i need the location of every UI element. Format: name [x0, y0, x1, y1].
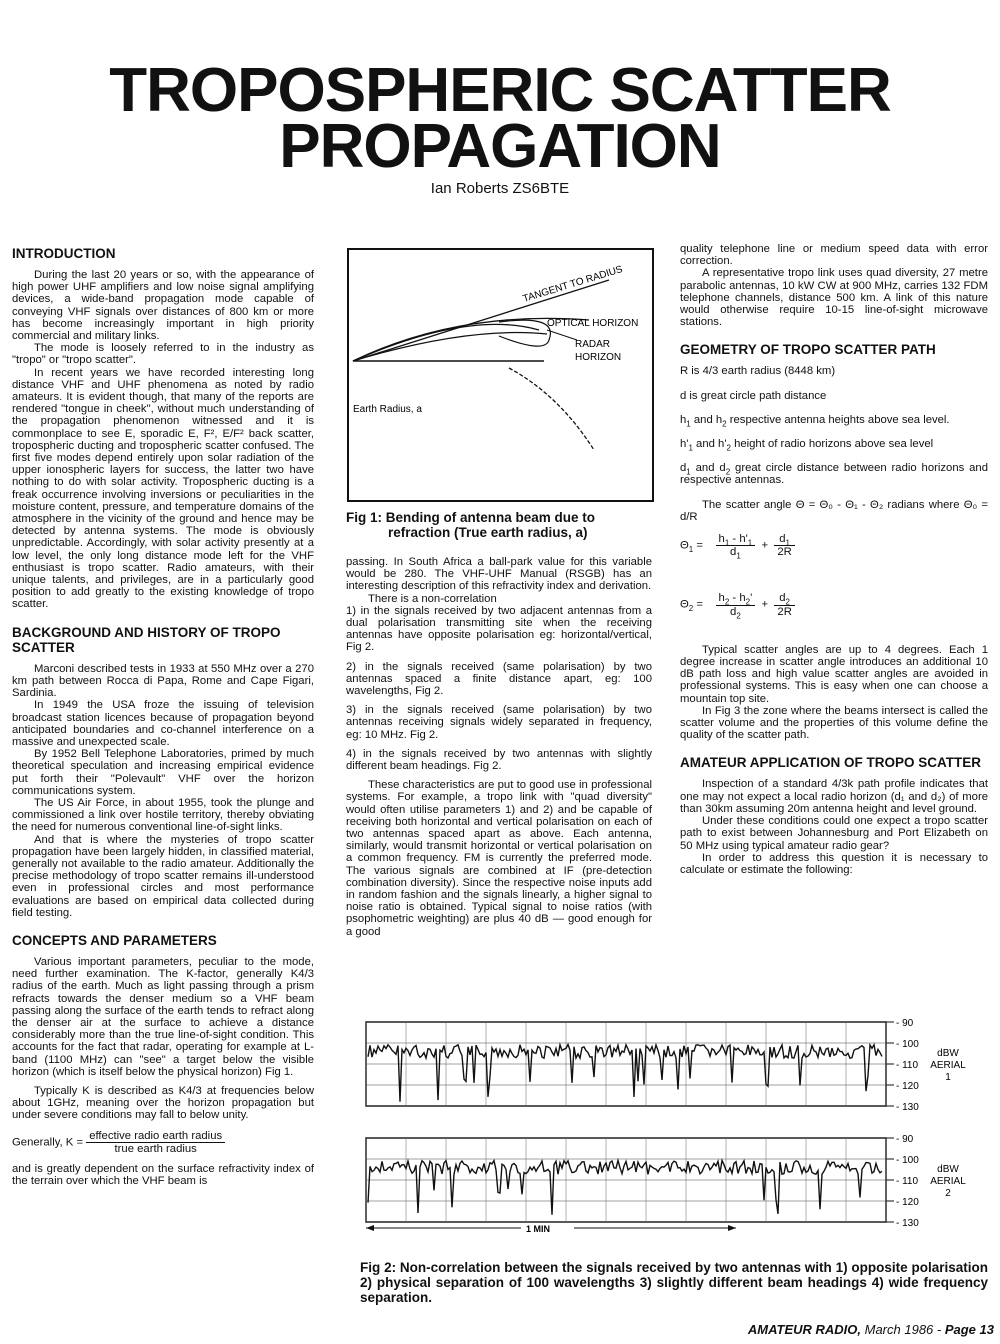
formula-label: Generally, K =	[12, 1136, 84, 1149]
tick-label: - 120	[896, 1197, 919, 1208]
formula-fraction	[86, 1130, 225, 1155]
background-paragraph: Marconi described tests in 1933 at 550 MHz over a 270 km path between Rocca di Papa, Rome and Cape Figari, Sardinia.	[12, 662, 314, 700]
k-factor-formula	[12, 1130, 314, 1155]
theta2-formula: $\Theta_2$ = $\frac{h_2 - h_2'}{d_2}$ + $\frac{d_2}{2R}$	[680, 592, 988, 617]
page-footer	[700, 1322, 994, 1337]
beam-upper	[353, 324, 539, 361]
label-optical-horizon: OPTICAL HORIZON	[547, 318, 639, 329]
geometry-paragraph: Typical scatter angles are up to 4 degrees. Each 1 degree increase in scatter angle introduces an additional 10 dB path loss and high value scatter angles are avoided in professional systems. This is easy when one can choose a mountain top site.	[680, 643, 988, 705]
col3-paragraph: quality telephone line or medium speed data with error correction.	[680, 243, 988, 268]
author-byline: Ian Roberts ZS6BTE	[430, 180, 570, 197]
geometry-def-heights: $h_1$ and $h_2$ respective antenna heights above sea level.	[680, 413, 950, 429]
arrowhead-left	[366, 1225, 374, 1231]
concepts-paragraph: Various important parameters, peculiar to the mode, need further examination. The K-factor, generally K4/3 radius of the earth. Much as light passing through a prism refracts towards the denser medium so a VHF beam passing along the surface of the earth tends to refract along the denser air at the surface to achieve a distance considerably more than the true line-of-sight condition. This accounts for the fact that radar, operating for example at L-band (1100 MHz) can "see" a target below the visible horizon (which is itself below the physical horizon) Fig 1.	[12, 955, 314, 1078]
intro-paragraph: During the last 20 years or so, with the appearance of high power UHF amplifiers and low noise signal amplifying devices, a wide-band propagation mode capable of conveying VHF signals over distances of 800 km or more has become increasingly important in high priority commercial and military links.	[12, 269, 314, 343]
heading-background: BACKGROUND AND HISTORY OF TROPO SCATTER	[12, 624, 281, 655]
background-paragraph: And that is where the mysteries of tropo scatter propagation have been largely hidden, in classified material, generally not available to the radio amateur. Additionally the precise methodology of tropo scatter remains ill-understood even in professional circles and most performance evaluations are based on empirical data collected during field testing.	[12, 833, 314, 919]
geometry-paragraph: In Fig 3 the zone where the beams intersect is called the scatter volume and the properties of this volume define the quality of the scatter path.	[680, 704, 988, 742]
amateur-paragraph: In order to address this question it is necessary to calculate or estimate the following:	[680, 851, 988, 876]
heading-geometry: GEOMETRY OF TROPO SCATTER PATH	[680, 342, 936, 358]
aerial-label: AERIAL	[930, 1176, 966, 1187]
label-radar: RADAR	[575, 339, 611, 350]
arrowhead-right	[728, 1225, 736, 1231]
aerial2-panel	[366, 1134, 966, 1229]
footer-page: Page 13	[944, 1322, 994, 1337]
aerial1-panel	[366, 1018, 966, 1113]
tick-label: - 130	[896, 1102, 919, 1113]
geometry-def: d is great circle path distance	[680, 389, 827, 402]
unit-label: dBW	[937, 1164, 959, 1175]
signal-trace	[368, 1045, 882, 1102]
col2-paragraph: These characteristics are put to good use in professional systems. For example, a tropo link with "quad diversity" would often utilise parameters 1) and 2) and be capable of receiving both horizontal and vertical polarisation on each of two antennas spaced apart as above. Each antenna, similarly, would transmit horizontal or vertical polarisation on a common frequency. FM is currently the preferred mode. The various signals are combined at IF (pre-detection combination diversity). Since the respective noise inputs add in random fashion and the signals linearly, a higher signal to noise ratio is obtained. Typical signal to noise ratios (with psophometric weighting) are plus 40 dB — good enough for a good	[346, 779, 652, 938]
tick-label: - 90	[896, 1134, 914, 1145]
aerial-label: AERIAL	[930, 1060, 966, 1071]
fig2-strip-chart	[356, 1010, 992, 1254]
amateur-paragraph: Under these conditions could one expect a tropo scatter path to exist between Johannesburg and Port Elizabeth on 50 MHz using typical amateur radio gear?	[680, 815, 988, 852]
fig2-caption: Fig 2: Non-correlation between the signals received by two antennas with 1) opposite polarisation 2) physical separation of 100 wavelengths 3) slightly different beam headings 4) wide frequency separation.	[360, 1260, 988, 1305]
signal-trace	[368, 1161, 882, 1215]
concepts-paragraph: and is greatly dependent on the surface refractivity index of the terrain over which the VHF beam is	[12, 1163, 314, 1188]
theta1-formula: $\Theta_1$ = $\frac{h_1 - h'_1}{d_1}$ + $\frac{d_1}{2R}$	[680, 533, 988, 558]
intro-paragraph: In recent years we have recorded interesting long distance VHF and UHF phenomena as noted by radio amateurs. It is evident though, that many of the reports are rendered "tongue in cheek", without much understanding of the propagation phenomenon witnessed and it is commonplace to see E, sporadic E, F², E/F² back scatter, tropospheric ducting and tropospheric scatter confused. The first five modes depend entirely upon solar radiation of the upper ionospheric layers for success, the latter two have nothing to do with solar activity. Tropospheric ducting is a freak occurrence involving inversions or peculiarities in the moisture content, pressure, and temperature domains of the atmosphere in the vicinity of the ground and hence may be detected by antenna systems. The mode is obviously unpredictable. Accordingly, with solar activity presently at a low level, the only long distance mode left for the VHF enthusiast is tropo scatter. Radio amateurs, with their unique talents, and privileges, are in a particularly good position to add greatly to the existing knowledge of tropo scatter.	[12, 366, 314, 611]
scatter-angle-def: The scatter angle Θ = Θ₀ - Θ₁ - Θ₂ radians where Θ₀ = d/R	[680, 498, 988, 523]
geometry-def: R is 4/3 earth radius (8448 km)	[680, 365, 836, 378]
aerial-number: 2	[945, 1188, 951, 1199]
col2-paragraph: There is a non-correlation	[368, 592, 497, 605]
formula-numerator: effective radio earth radius	[86, 1130, 225, 1143]
beam-lower	[353, 333, 547, 361]
heading-introduction: INTRODUCTION	[12, 246, 116, 261]
col3-paragraph: A representative tropo link uses quad diversity, 27 metre parabolic antennas, 10 kW CW at 900 MHz, carries 132 FDM telephone channels, distance 500 km. A link of this nature would otherwise require 10-15 line-of-sight microwave stations.	[680, 267, 988, 329]
column-1	[12, 246, 314, 1187]
radar-leader	[547, 330, 577, 340]
aerial-number: 1	[945, 1072, 951, 1083]
col2-list-item: 1) in the signals received by two adjacent antennas from a dual polarisation transmitting site when the receiving antennas have opposite polarisation eg: horizontal/vertical, Fig 2.	[346, 604, 652, 654]
unit-label: dBW	[937, 1048, 959, 1059]
geometry-def-text: great circle distance between radio horizons and respective antennas.	[680, 462, 988, 487]
col2-list-item: 3) in the signals received (same polarisation) by two antennas receiving signals widely separated in frequency, eg: 10 MHz. Fig 2.	[346, 704, 652, 741]
label-radar-horizon: HORIZON	[575, 352, 622, 363]
col2-paragraph: passing. In South Africa a ball-park value for this variable would be 280. The VHF-UHF Manual (RSGB) has an interesting description of this refractivity index and derivation.	[346, 556, 652, 593]
geometry-def-text: height of radio horizons above sea level	[734, 438, 934, 451]
col2-list-item: 4) in the signals received by two antennas with slightly different beam headings. Fig 2.	[346, 747, 652, 773]
geometry-def-horizons: $h'_1$ and $h'_2$ height of radio horizons above sea level	[680, 438, 934, 453]
label-tangent: TANGENT TO RADIUS	[521, 264, 625, 305]
tick-label: - 110	[896, 1060, 919, 1071]
background-paragraph: In 1949 the USA froze the issuing of television broadcast station licences because of propagation beyond anticipated boundaries and co-channel interference on a massive and unexpected scale.	[12, 699, 314, 748]
article-title-line2: PROPAGATION	[279, 112, 721, 181]
tick-label: - 90	[896, 1018, 914, 1029]
fig2-svg	[356, 1010, 992, 1254]
footer-date: March 1986 -	[864, 1322, 942, 1337]
tick-label: - 100	[896, 1155, 919, 1166]
fig1-caption-line1: Fig 1: Bending of antenna beam due to	[346, 510, 596, 525]
geometry-def-text: respective antenna heights above sea level.	[729, 413, 950, 426]
label-earth-radius: Earth Radius, a	[353, 404, 422, 415]
heading-amateur: AMATEUR APPLICATION OF TROPO SCATTER	[680, 755, 981, 771]
geometry-def-distances: $d_1$ and $d_2$ great circle distance between radio horizons and respective antennas.	[680, 462, 988, 487]
tick-label: - 130	[896, 1218, 919, 1229]
background-paragraph: The US Air Force, in about 1955, took the plunge and commissioned a link over hostile territory, thereby obviating the need for numerous conventional line-of-sight links.	[12, 796, 314, 834]
time-label: 1 MIN	[526, 1224, 551, 1234]
formula-denominator: true earth radius	[114, 1142, 197, 1155]
fig1-svg	[349, 250, 652, 500]
col2-list-item: 2) in the signals received (same polarisation) by two antennas spaced a finite distance apart, eg: 100 wavelengths, Fig 2.	[346, 660, 652, 698]
tick-label: - 100	[896, 1039, 919, 1050]
tick-label: - 120	[896, 1081, 919, 1092]
column-2	[346, 556, 652, 938]
footer-magazine: AMATEUR RADIO,	[747, 1322, 861, 1337]
tick-label: - 110	[896, 1176, 919, 1187]
article-title-line1: TROPOSPHERIC SCATTER	[109, 56, 891, 125]
heading-concepts: CONCEPTS AND PARAMETERS	[12, 932, 217, 948]
amateur-paragraph: Inspection of a standard 4/3k path profile indicates that one may not expect a local radio horizon (d₁ and d₂) of more than 30km assuming 20m antenna height and level ground.	[680, 778, 988, 815]
earth-curve	[509, 368, 594, 450]
concepts-paragraph: Typically K is described as K4/3 at frequencies below about 1GHz, meaning over the horizon propagation but under severe conditions may fall to below unity.	[12, 1084, 314, 1122]
column-3	[680, 243, 988, 876]
intro-paragraph: The mode is loosely referred to in the industry as "tropo" or "tropo scatter".	[12, 342, 314, 367]
background-paragraph: By 1952 Bell Telephone Laboratories, primed by much theoretical speculation and increasing empirical evidence put forth their "Polevault" VHF over the horizon communications system.	[12, 748, 314, 797]
fig1-caption-line2: refraction (True earth radius, a)	[388, 525, 588, 540]
fig1-diagram	[347, 248, 654, 502]
fig1-caption	[346, 510, 652, 540]
